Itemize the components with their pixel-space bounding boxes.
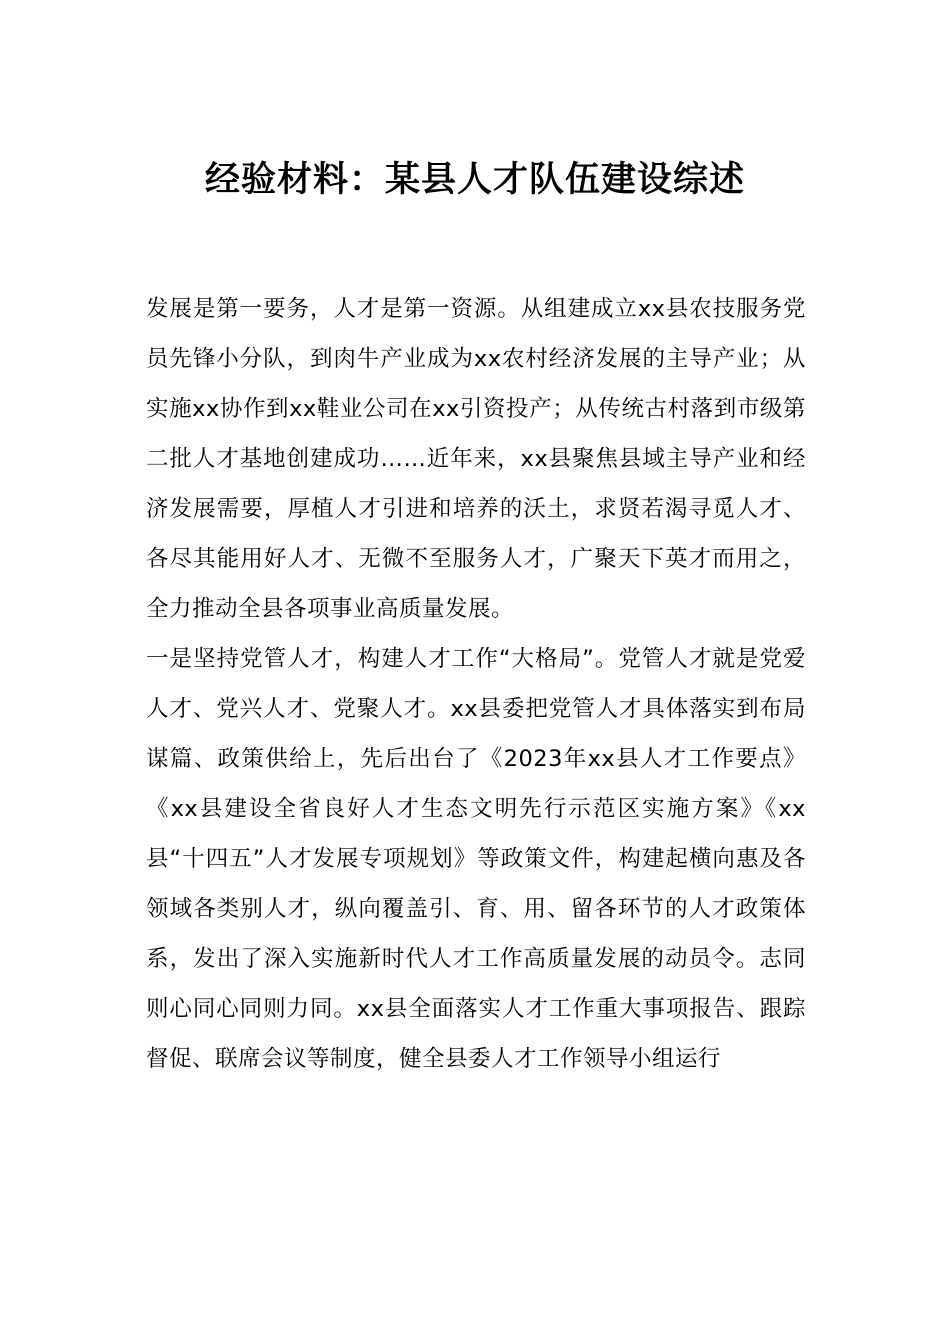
document-title: 经验材料：某县人才队伍建设综述 (204, 159, 745, 200)
intro-paragraph: 发展是第一要务，人才是第一资源。从组建成立xx县农技服务党员先锋小分队，到肉牛产业成为xx农村经济发展的主导产业；从实施xx协作到xx鞋业公司在xx引资投产；从传统古村落到市级第二批人才基地创建成功……近年来，xx县聚焦县域主导产业和经济发展需要，厚植人才引进和培养的沃土，求贤若渴寻觅人才、各尽其能用好人才、无微不至服务人才，广聚天下英才而用之，全力推动全县各项事业高质量发展。 (146, 296, 806, 622)
section-one-paragraph: 一是坚持党管人才，构建人才工作“大格局”。党管人才就是党爱人才、党兴人才、党聚人才。xx县委把党管人才具体落实到布局谋篇、政策供给上，先后出台了《2023年xx县人才工作要点》《xx县建设全省良好人才生态文明先行示范区实施方案》《xx县“十四五”人才发展专项规划》等政策文件，构建起横向惠及各领域各类别人才，纵向覆盖引、育、用、留各环节的人才政策体系，发出了深入实施新时代人才工作高质量发展的动员令。志同则心同心同则力同。xx县全面落实人才工作重大事项报告、跟踪督促、联席会议等制度，健全县委人才工作领导小组运行 (146, 646, 806, 1072)
document-body (146, 284, 806, 1084)
